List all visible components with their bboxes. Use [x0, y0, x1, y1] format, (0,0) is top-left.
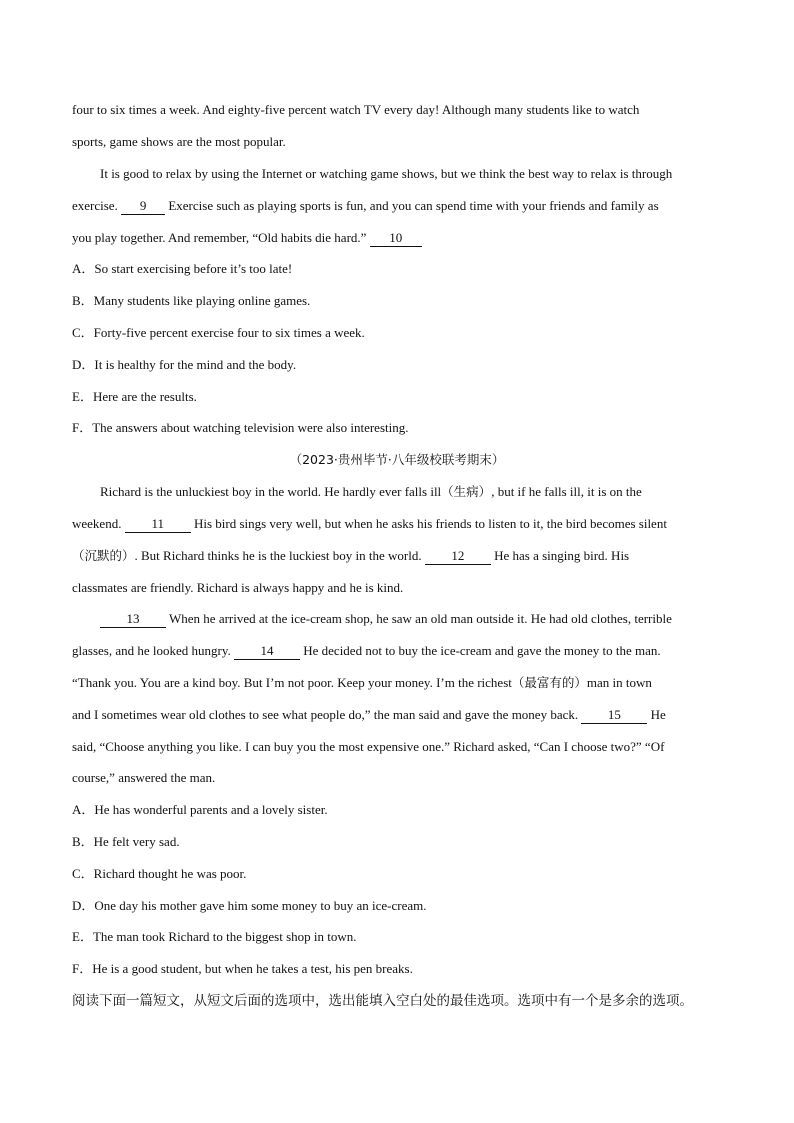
- passage-text: He decided not to buy the ice-cream and gave the money to the man.: [300, 643, 661, 658]
- passage-text: When he arrived at the ice-cream shop, he saw an old man outside it. He had old clothes, terrible: [166, 611, 672, 626]
- option-item: C．Richard thought he was poor.: [72, 866, 247, 881]
- passage2-line: [72, 546, 629, 566]
- passage-text: weekend.: [72, 516, 125, 531]
- passage2-line: classmates are friendly. Richard is always happy and he is kind.: [72, 580, 404, 595]
- passage-text: exercise.: [72, 198, 122, 213]
- option-item: F．He is a good student, but when he takes a test, his pen breaks.: [72, 961, 413, 976]
- gloss-text: （生病）: [441, 484, 492, 499]
- option-item: C．Forty-five percent exercise four to six times a week.: [72, 325, 365, 340]
- passage-text: , but if he falls ill, it is on the: [491, 484, 642, 499]
- option-item: B．He felt very sad.: [72, 834, 180, 849]
- passage2-line: [100, 609, 672, 629]
- answer-blank-15[interactable]: 15: [581, 707, 647, 724]
- option-item: E．The man took Richard to the biggest shop in town.: [72, 929, 357, 944]
- passage2-line: [72, 514, 667, 534]
- answer-blank-9[interactable]: 9: [121, 198, 165, 215]
- option-item: A．So start exercising before it’s too late!: [72, 261, 293, 276]
- passage2-line: [72, 705, 666, 725]
- source-heading: （2023·贵州毕节·八年级校联考期末）: [289, 452, 505, 467]
- passage-text: He has a singing bird. His: [490, 548, 630, 563]
- option-item: D．One day his mother gave him some money to buy an ice-cream.: [72, 898, 427, 913]
- passage-text: glasses, and he looked hungry.: [72, 643, 234, 658]
- option-item: F．The answers about watching television were also interesting.: [72, 420, 409, 435]
- passage-text: “Thank you. You are a kind boy. But I’m not poor. Keep your money. I’m the richest: [72, 675, 512, 690]
- answer-blank-10[interactable]: 10: [370, 230, 422, 247]
- passage1-line: It is good to relax by using the Internet or watching game shows, but we think the best way to relax is through: [100, 166, 673, 181]
- answer-blank-11[interactable]: 11: [125, 516, 191, 533]
- answer-blank-13[interactable]: 13: [100, 611, 166, 628]
- passage-text: His bird sings very well, but when he asks his friends to listen to it, the bird becomes silent: [190, 516, 667, 531]
- option-item: A．He has wonderful parents and a lovely sister.: [72, 802, 328, 817]
- option-item: E．Here are the results.: [72, 389, 197, 404]
- passage-text: Exercise such as playing sports is fun, and you can spend time with your friends and family as: [165, 198, 659, 213]
- passage-text: Richard is the unluckiest boy in the world. He hardly ever falls ill: [100, 484, 442, 499]
- option-item: B．Many students like playing online games.: [72, 293, 311, 308]
- option-item: D．It is healthy for the mind and the body.: [72, 357, 297, 372]
- passage2-line: course,” answered the man.: [72, 770, 216, 785]
- passage-text: and I sometimes wear old clothes to see what people do,” the man said and gave the money back.: [72, 707, 582, 722]
- answer-blank-14[interactable]: 14: [234, 643, 300, 660]
- passage1-line: [72, 196, 659, 216]
- passage-text: He: [647, 707, 666, 722]
- answer-blank-12[interactable]: 12: [425, 548, 491, 565]
- passage1-line: sports, game shows are the most popular.: [72, 134, 286, 149]
- passage-text: you play together. And remember, “Old habits die hard.”: [72, 230, 370, 245]
- passage1-line: [72, 228, 422, 248]
- passage2-line: [72, 641, 661, 661]
- gloss-text: （沉默的）: [72, 548, 135, 563]
- passage2-line: said, “Choose anything you like. I can buy you the most expensive one.” Richard asked, “Can I choose two?” “Of: [72, 739, 665, 754]
- section-instruction: 阅读下面一篇短文，从短文后面的选项中，选出能填入空白处的最佳选项。选项中有一个是多余的选项。: [72, 993, 693, 1009]
- passage1-line: four to six times a week. And eighty-five percent watch TV every day! Although many students like to watch: [72, 102, 640, 117]
- gloss-text: （最富有的）: [511, 675, 587, 690]
- passage-text: . But Richard thinks he is the luckiest boy in the world.: [134, 548, 425, 563]
- passage-text: man in town: [586, 675, 652, 690]
- passage2-line: [100, 482, 642, 502]
- passage2-line: [72, 673, 652, 693]
